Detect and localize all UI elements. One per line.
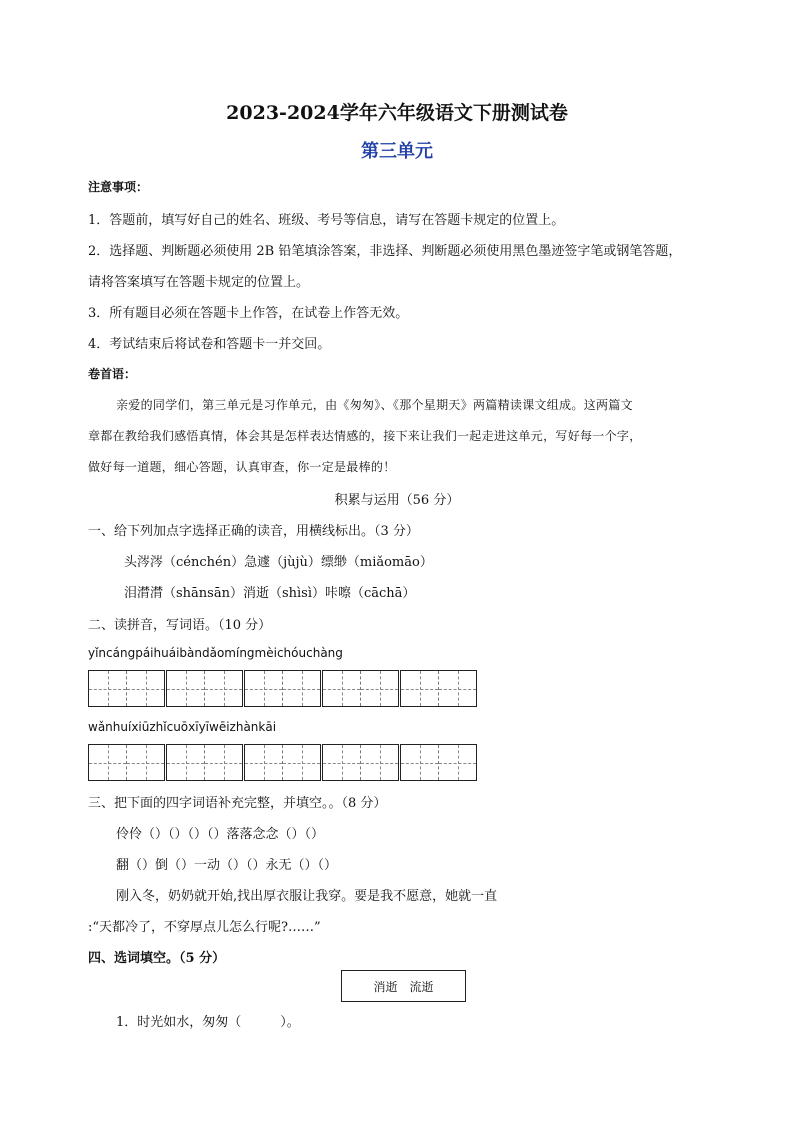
- q2-pinyin: yǐncángpáihuáibàndǎomíngmèichóuchàng: [88, 646, 343, 660]
- exam-title: 2023-2024学年六年级语文下册测试卷: [226, 102, 568, 124]
- preface-line: 章都在教给我们感悟真情，体会其是怎样表达情感的，接下来让我们一起走进这单元，写好每一个字，: [88, 429, 642, 443]
- q2-prompt: 二、读拼音，写词语。（10 分）: [88, 618, 272, 633]
- preface-line: 亲爱的同学们，第三单元是习作单元，由《匆匆》、《那个星期天》两篇精读课文组成。这两篇文: [116, 398, 633, 412]
- q2-pinyin: wǎnhuíxiūzhǐcuōxīyīwēizhànkāi: [88, 720, 277, 734]
- q3-prompt: 三、把下面的四字词语补充完整，并填空。。（8 分）: [88, 796, 387, 811]
- notice-item: 2．选择题、判断题必须使用 2B 铅笔填涂答案，非选择、判断题必须使用黑色墨迹签字笔或钢笔答题，: [88, 244, 682, 259]
- unit-subtitle: 第三单元: [361, 141, 433, 162]
- q3-line: 翻（）倒（）一动（）（）永无（）（）: [116, 858, 338, 873]
- answer-cell[interactable]: [244, 670, 321, 707]
- answer-cell[interactable]: [166, 670, 243, 707]
- q3-line: 伶伶（）（）（）（）落落念念（）（）: [116, 827, 325, 842]
- notice-item: 4．考试结束后将试卷和答题卡一并交回。: [88, 337, 331, 352]
- notice-item: 3．所有题目必须在答题卡上作答，在试卷上作答无效。: [88, 306, 409, 321]
- q1-line: 头涔涔（cénchén）急遽（jùjù）缥缈（miǎomāo）: [124, 555, 433, 570]
- answer-grid-row: [88, 744, 478, 781]
- q4-item: 1．时光如水，匆匆（ ）。: [116, 1015, 300, 1030]
- notice-heading: 注意事项：: [88, 180, 149, 194]
- q3-line: 刚入冬，奶奶就开始,找出厚衣服让我穿。要是我不愿意，她就一直: [116, 889, 498, 904]
- notice-item: 请将答案填写在答题卡规定的位置上。: [88, 275, 310, 290]
- preface-line: 做好每一道题，细心答题，认真审查，你一定是最棒的！: [88, 460, 396, 474]
- answer-cell[interactable]: [322, 744, 399, 781]
- answer-cell[interactable]: [322, 670, 399, 707]
- answer-cell[interactable]: [244, 744, 321, 781]
- q4-prompt: 四、选词填空。（5 分）: [88, 951, 226, 966]
- word-choice-box: [341, 970, 466, 1002]
- answer-cell[interactable]: [88, 670, 165, 707]
- answer-cell[interactable]: [400, 670, 477, 707]
- q3-line: :“天都冷了，不穿厚点儿怎么行呢?……”: [88, 920, 321, 935]
- q1-prompt: 一、给下列加点字选择正确的读音，用横线标出。（3 分）: [88, 524, 419, 539]
- section-title: 积累与运用（56 分）: [334, 493, 460, 508]
- q1-line: 泪潸潸（shānsān）消逝（shìsì）咔嚓（cāchā）: [124, 586, 416, 601]
- answer-grid-row: [88, 670, 478, 707]
- notice-item: 1．答题前，填写好自己的姓名、班级、考号等信息，请写在答题卡规定的位置上。: [88, 213, 565, 228]
- answer-cell[interactable]: [88, 744, 165, 781]
- preface-heading: 卷首语：: [88, 367, 137, 381]
- answer-cell[interactable]: [400, 744, 477, 781]
- word-choice-text: 消逝 流逝: [373, 979, 434, 994]
- answer-cell[interactable]: [166, 744, 243, 781]
